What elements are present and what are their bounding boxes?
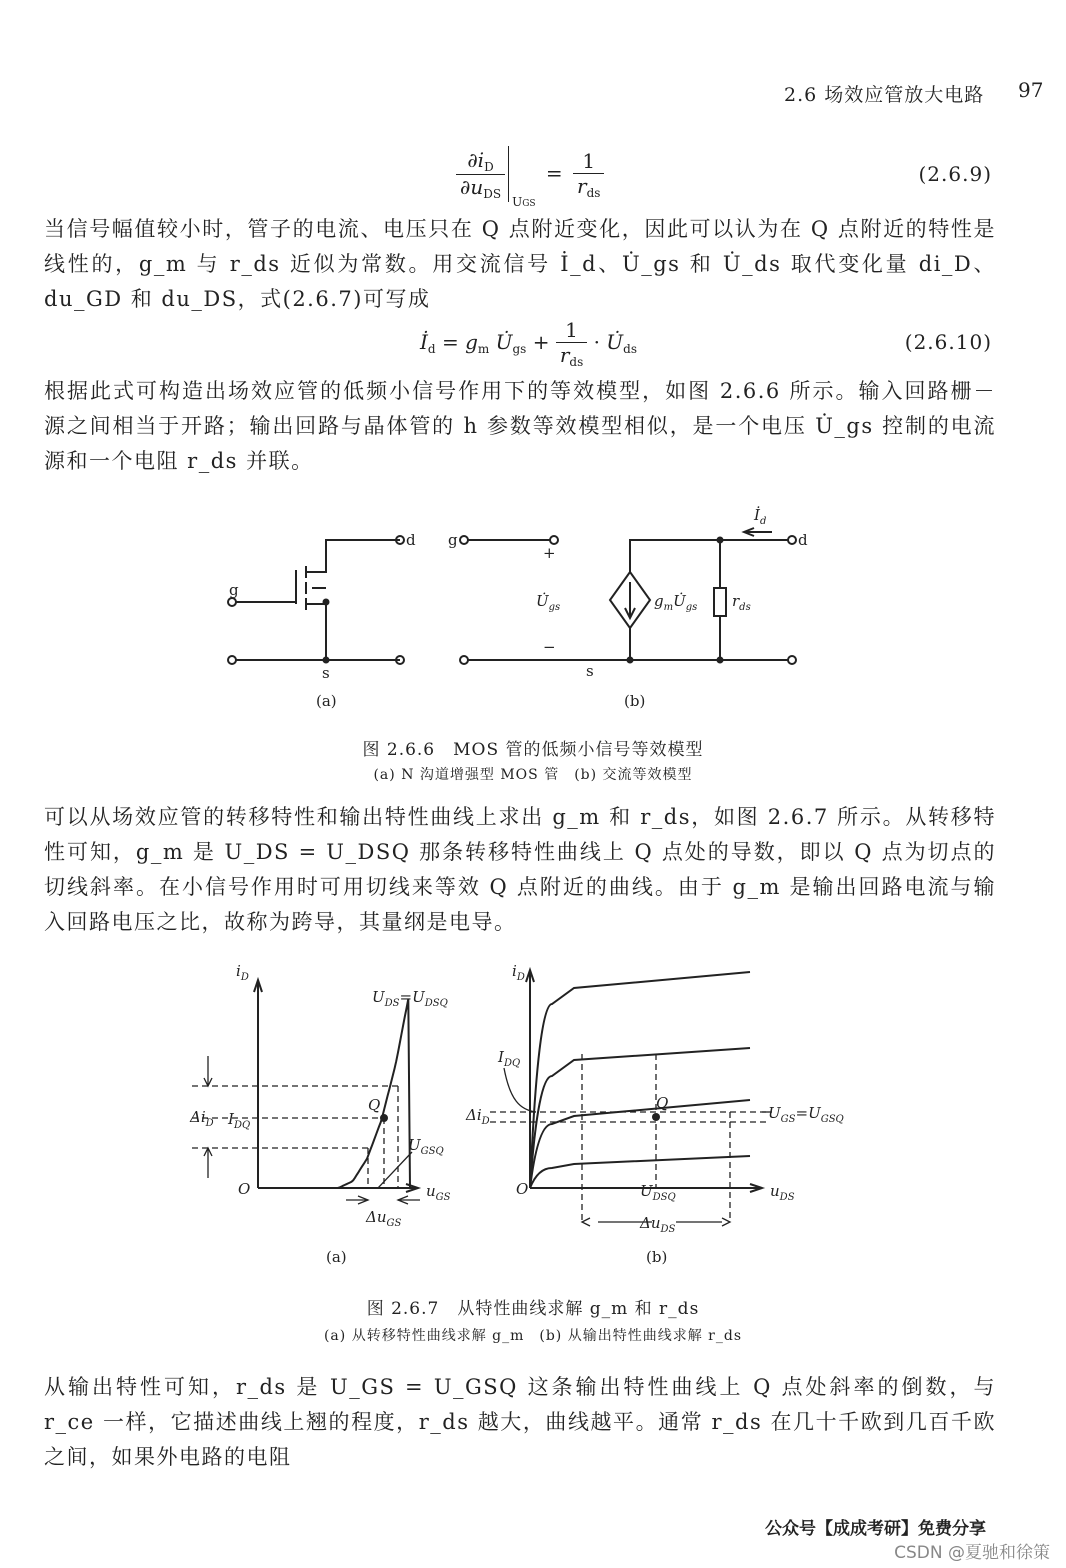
label-g-b: g: [448, 531, 458, 549]
figure-2-6-7-caption: 图 2.6.7 从特性曲线求解 g_m 和 r_ds: [366, 1299, 700, 1319]
q-point-b: [652, 1113, 660, 1121]
svg-text:IDQ: $I_{DQ}$: [228, 1110, 251, 1131]
minus-sign: −: [543, 638, 556, 656]
label-ugs: $U̇_{gs}$: [536, 592, 561, 613]
terminal-g-open: [550, 536, 558, 544]
equation-number-2-6-9: (2.6.9): [918, 162, 992, 186]
csdn-watermark: CSDN @夏驰和徐策: [894, 1543, 1050, 1563]
equation-2-6-10: $İ_d = g_m$ $U̇_{gs}$ + $\frac{1}{r_{ds}}$ · $U̇_{ds}$: [420, 318, 638, 369]
svg-text:iD: $i_D$: [236, 962, 249, 983]
svg-text:ΔuDS: $\Delta u_{DS}$: [640, 1214, 676, 1235]
terminal-g-a: [228, 598, 236, 606]
label-g-a: g: [229, 581, 239, 599]
footer-note: 公众号【成成考研】免费分享: [765, 1519, 986, 1539]
svg-text:uGS: $u_{GS}$: [426, 1182, 451, 1203]
equation-2-6-9: $\frac{\partial i_D}{\partial u_{DS}}$ $_{UGS}$ = $\frac{1}{r_{ds}}$: [456, 146, 604, 209]
paragraph-4: 从输出特性可知，r_ds 是 U_GS = U_GSQ 这条输出特性曲线上 Q 点处斜率的倒数，与 r_ce 一样，它描述曲线上翘的程度，r_ds 越大，曲线越平。通常 r_ds 在几十千欧到几百千欧之间，如果外电路的电阻: [44, 1375, 996, 1469]
top-wire-b: [630, 540, 788, 572]
paragraph-2: 根据此式可构造出场效应管的低频小信号作用下的等效模型，如图 2.6.6 所示。输入回路栅－源之间相当于开路；输出回路与晶体管的 h 参数等效模型相似，是一个电压 U̇_gs 控制的电流源和一个电阻 r_ds 并联。: [44, 379, 996, 473]
q-label-a: Q: [368, 1096, 381, 1114]
svg-text:ΔiD: $\Delta i_D$: [190, 1108, 214, 1129]
transfer-curve: [324, 999, 410, 1188]
rds-resistor: [714, 588, 726, 616]
label-s-b: s: [586, 662, 594, 680]
figure-2-6-6-caption: 图 2.6.6 MOS 管的低频小信号等效模型: [362, 740, 704, 760]
terminal-left-a: [228, 656, 236, 664]
figure-2-6-6-diagram: [0, 490, 1066, 720]
svg-text:UGS=UGSQ: $U_{GS}=U_{GSQ}$: [768, 1104, 844, 1125]
terminal-right-b: [788, 656, 796, 664]
plus-sign: +: [543, 544, 556, 562]
figure-2-6-6-subcaption: (a) N 沟道增强型 MOS 管 (b) 交流等效模型: [373, 767, 693, 783]
svg-text:ΔiD: $\Delta i_D$: [466, 1106, 490, 1127]
label-gm-ugs: $g_mU̇_{gs}$: [654, 592, 698, 613]
terminal-g-b: [460, 536, 468, 544]
page-number: 97: [1018, 78, 1044, 102]
label-s-a: s: [322, 664, 330, 682]
fig6-label-a: (a): [316, 692, 337, 710]
fig7-label-a: (a): [326, 1248, 347, 1266]
output-curve-2: [530, 1100, 750, 1188]
label-rds: $r_{ds}$: [732, 592, 751, 613]
equation-number-2-6-10: (2.6.10): [904, 330, 992, 354]
drain-wire: [306, 540, 400, 572]
fig7-label-b: (b): [646, 1248, 668, 1266]
running-header: 2.6 场效应管放大电路: [784, 84, 985, 106]
label-id: $İ_d$: [754, 506, 767, 527]
origin-a: O: [238, 1180, 251, 1198]
figure-2-6-7-charts: [0, 950, 1066, 1280]
svg-text:IDQ: $I_{DQ}$: [498, 1048, 521, 1069]
label-d-b: d: [798, 531, 808, 549]
label-d-a: d: [406, 531, 416, 549]
svg-text:UGSQ: $U_{GSQ}$: [408, 1136, 444, 1157]
idq-leader-b: [504, 1068, 536, 1112]
q-label-b: Q: [656, 1094, 669, 1112]
figure-2-6-7-subcaption: (a) 从转移特性曲线求解 g_m (b) 从输出特性曲线求解 r_ds: [323, 1328, 743, 1344]
output-curve-4: [530, 972, 750, 1188]
svg-text:iD: $i_D$: [512, 962, 525, 983]
paragraph-3: 可以从场效应管的转移特性和输出特性曲线上求出 g_m 和 r_ds，如图 2.6.7 所示。从转移特性可知，g_m 是 U_DS = U_DSQ 那条转移特性曲线上 Q 点处的导数，即以 Q 点为切点的切线斜率。在小信号作用时可用切线来等效 Q 点附近的曲线。由于 g_m 是输出回路电流与输入回路电压之比，故称为跨导，其量纲是电导。: [44, 805, 996, 934]
ugsq-leader: [378, 1152, 412, 1188]
origin-b: O: [516, 1180, 529, 1198]
paragraph-1: 当信号幅值较小时，管子的电流、电压只在 Q 点附近变化，因此可以认为在 Q 点附近的特性是线性的，g_m 与 r_ds 近似为常数。用交流信号 İ_d、U̇_gs 和 U̇_ds 取代变化量 di_D、du_GD 和 du_DS，式(2.6.7)可写成: [44, 217, 996, 311]
terminal-left-b: [460, 656, 468, 664]
source-wire: [306, 604, 326, 660]
fig6-label-b: (b): [624, 692, 646, 710]
terminal-d-b: [788, 536, 796, 544]
svg-text:uDS: $u_{DS}$: [770, 1182, 795, 1203]
q-point-a: [380, 1114, 388, 1122]
svg-text:UDSQ: $U_{DSQ}$: [640, 1182, 676, 1203]
svg-text:UDS=UDSQ: $U_{DS}=U_{DSQ}$: [372, 988, 448, 1009]
svg-text:ΔuGS: $\Delta u_{GS}$: [366, 1208, 402, 1229]
